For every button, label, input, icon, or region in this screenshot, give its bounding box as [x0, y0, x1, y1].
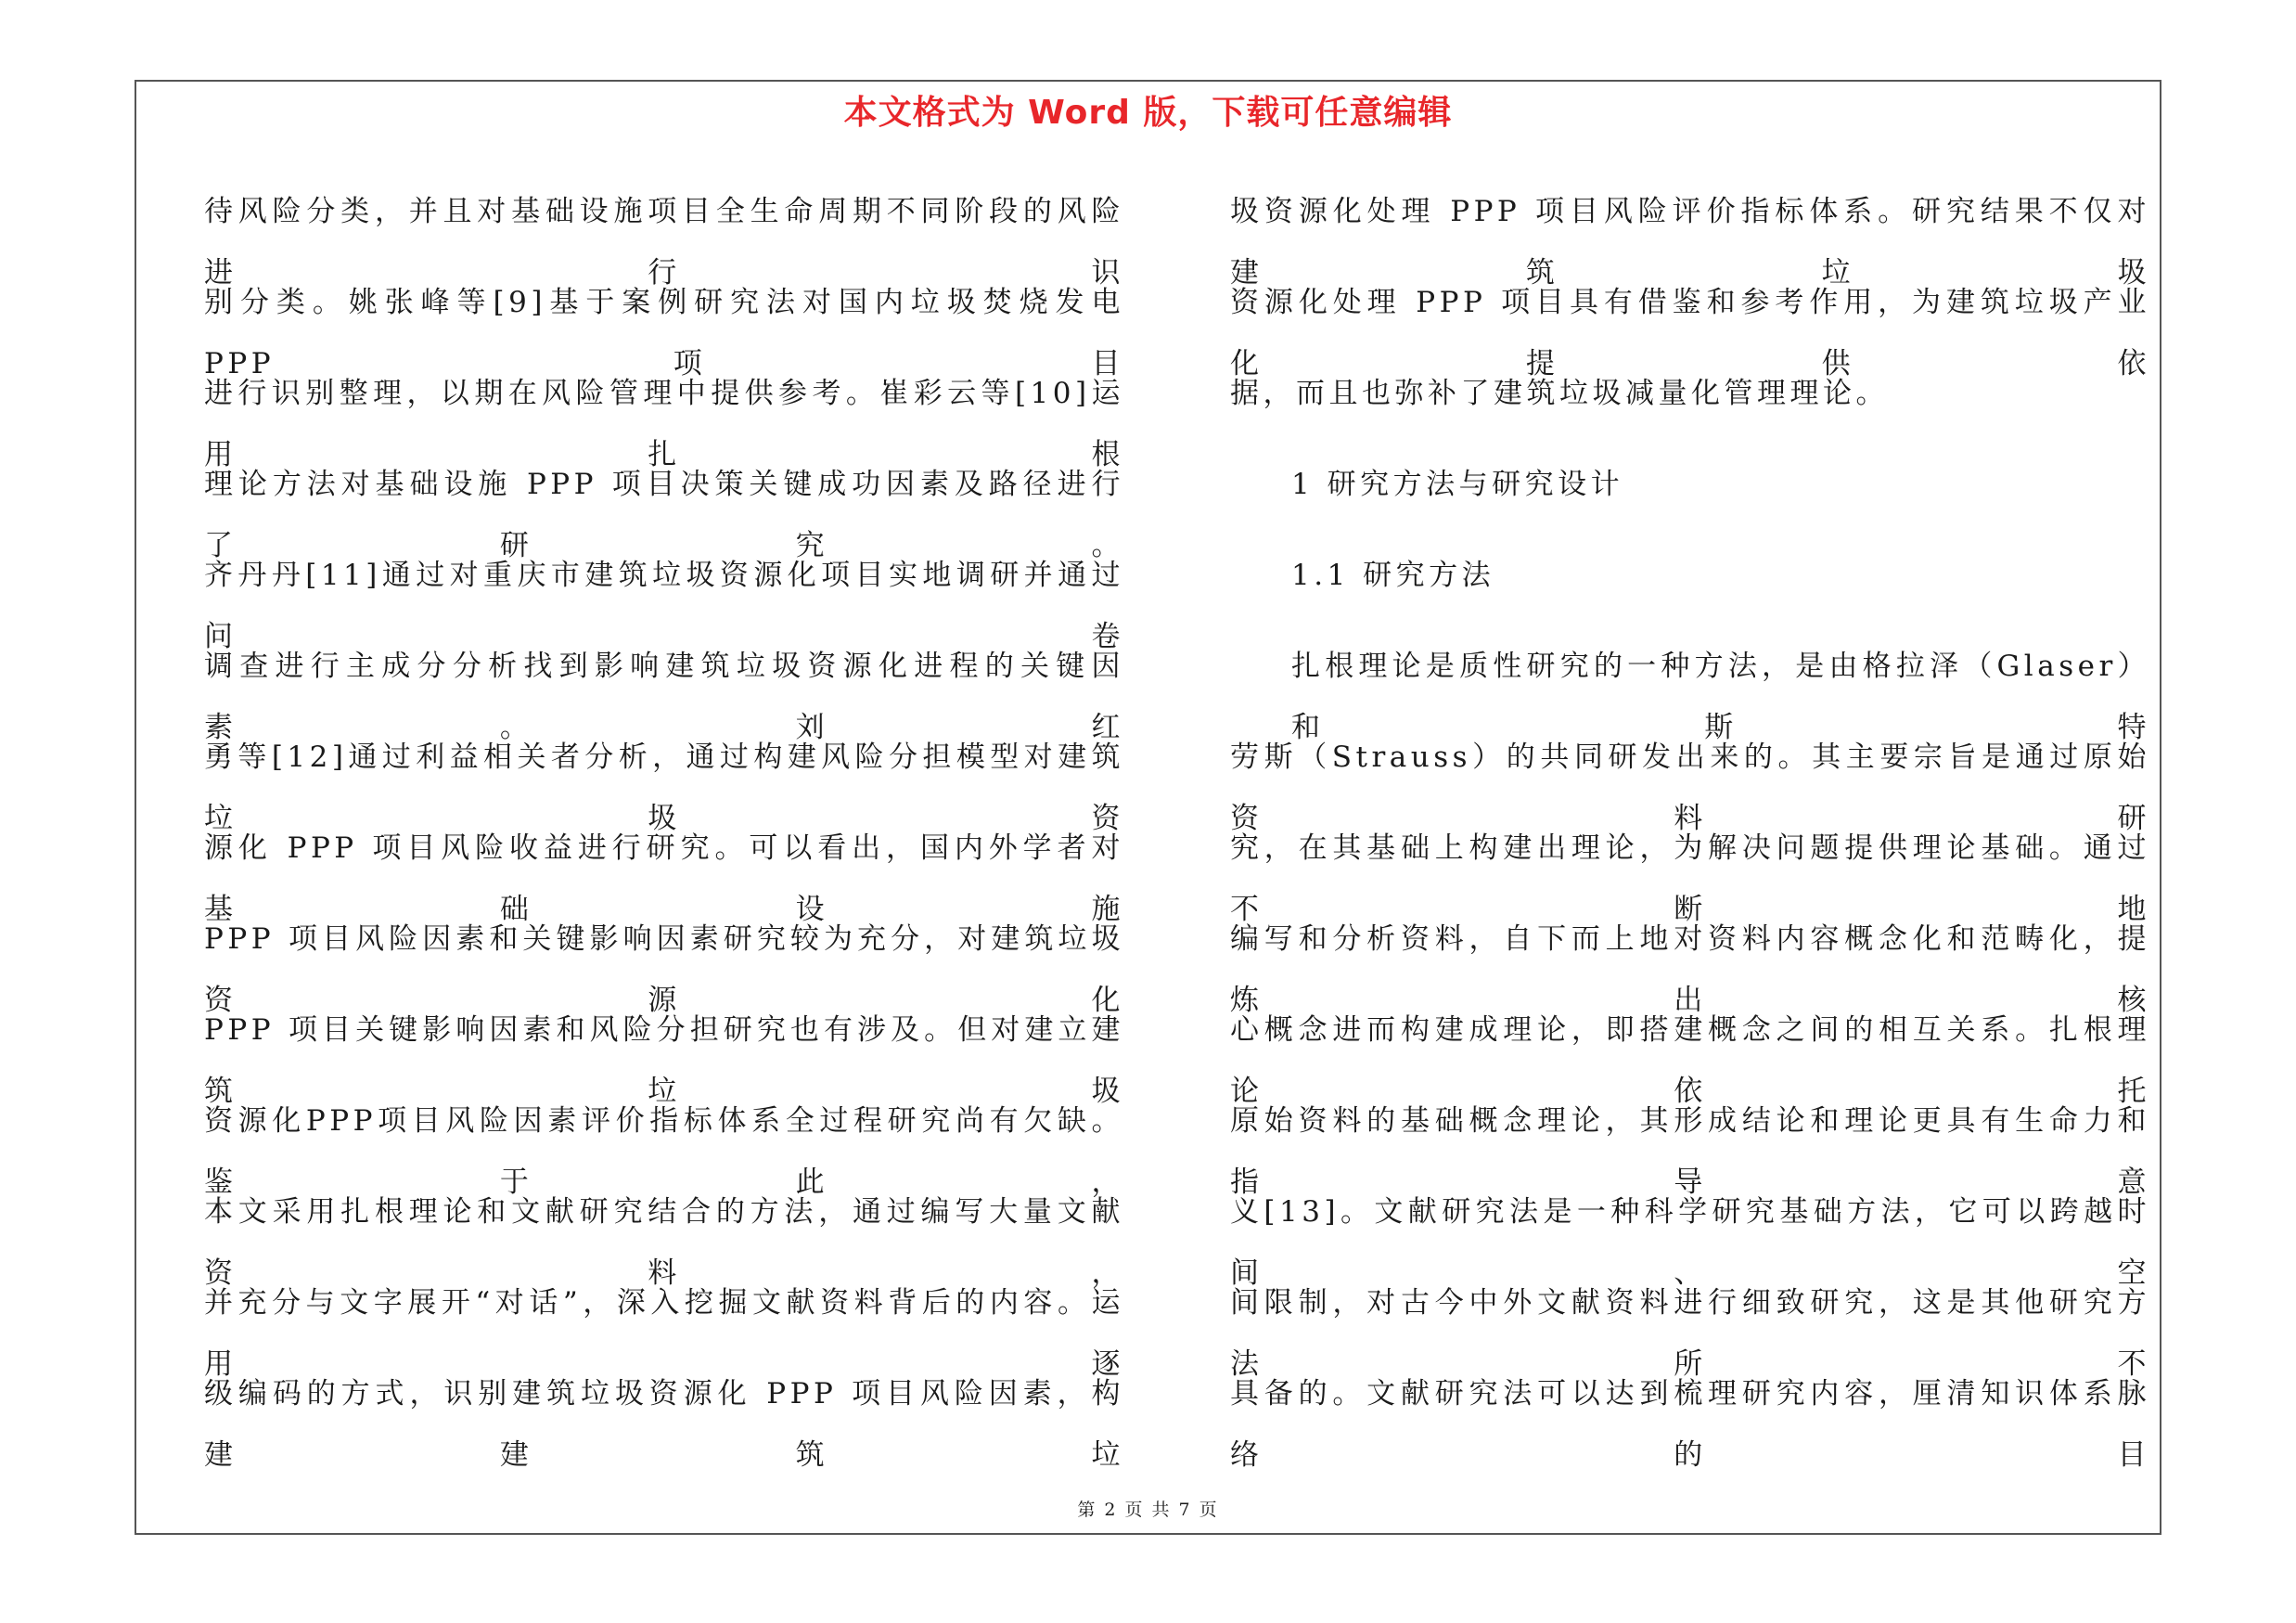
subsection-heading: 1.1 研究方法 — [1291, 559, 1495, 592]
text-line: 进行识别整理，以期在风险管理中提供参考。崔彩云等[10]运用扎根 — [204, 377, 1124, 471]
text-line: 究，在其基础上构建出理论，为解决问题提供理论基础。通过不断地 — [1230, 831, 2150, 926]
paragraph-first-line: 扎根理论是质性研究的一种方法，是由格拉泽（Glaser）和斯特 — [1291, 650, 2150, 744]
right-text-column — [1230, 181, 2150, 1472]
text-line: PPP 项目关键影响因素和风险分担研究也有涉及。但对建立建筑垃圾 — [204, 1013, 1124, 1108]
text-line: 心概念进而构建成理论，即搭建概念之间的相互关系。扎根理论依托 — [1230, 1013, 2150, 1108]
text-line: 理论方法对基础设施 PPP 项目决策关键成功因素及路径进行了研究。 — [204, 468, 1124, 562]
text-line: 具备的。文献研究法可以达到梳理研究内容，厘清知识体系脉络的目 — [1230, 1377, 2150, 1472]
text-line: 并充分与文字展开“对话”，深入挖掘文献资料背后的内容。运用逐 — [204, 1286, 1124, 1381]
text-line: 圾资源化处理 PPP 项目风险评价指标体系。研究结果不仅对建筑垃圾 — [1230, 195, 2150, 290]
text-line: 别分类。姚张峰等[9]基于案例研究法对国内垃圾焚烧发电 PPP 项目 — [204, 286, 1124, 380]
text-line: 待风险分类，并且对基础设施项目全生命周期不同阶段的风险进行识 — [204, 195, 1124, 290]
format-banner: 本文格式为 Word 版，下载可任意编辑 — [843, 94, 1453, 132]
text-line: 原始资料的基础概念理论，其形成结论和理论更具有生命力和指导意 — [1230, 1104, 2150, 1199]
page-number-footer: 第 2 页 共 7 页 — [1077, 1500, 1219, 1520]
text-line: 间限制，对古今中外文献资料进行细致研究，这是其他研究方法所不 — [1230, 1286, 2150, 1381]
text-line: 调查进行主成分分析找到影响建筑垃圾资源化进程的关键因素。刘红 — [204, 650, 1124, 744]
text-line: PPP 项目风险因素和关键影响因素研究较为充分，对建筑垃圾资源化 — [204, 922, 1124, 1017]
paragraph-end-line: 据，而且也弥补了建筑垃圾减量化管理理论。 — [1230, 377, 1889, 410]
text-line: 级编码的方式，识别建筑垃圾资源化 PPP 项目风险因素，构建建筑垃 — [204, 1377, 1124, 1472]
text-line: 勇等[12]通过利益相关者分析，通过构建风险分担模型对建筑垃圾资 — [204, 741, 1124, 835]
text-line: 义[13]。文献研究法是一种科学研究基础方法，它可以跨越时间、空 — [1230, 1195, 2150, 1290]
section-heading: 1 研究方法与研究设计 — [1291, 468, 1624, 501]
left-text-column — [204, 181, 1124, 1472]
text-line: 编写和分析资料，自下而上地对资料内容概念化和范畴化，提炼出核 — [1230, 922, 2150, 1017]
text-line: 资源化PPP项目风险因素评价指标体系全过程研究尚有欠缺。鉴于此， — [204, 1104, 1124, 1199]
text-line: 本文采用扎根理论和文献研究结合的方法，通过编写大量文献资料， — [204, 1195, 1124, 1290]
text-line: 资源化处理 PPP 项目具有借鉴和参考作用，为建筑垃圾产业化提供依 — [1230, 286, 2150, 380]
text-line: 源化 PPP 项目风险收益进行研究。可以看出，国内外学者对基础设施 — [204, 831, 1124, 926]
text-line: 齐丹丹[11]通过对重庆市建筑垃圾资源化项目实地调研并通过问卷 — [204, 559, 1124, 653]
text-line: 劳斯（Strauss）的共同研发出来的。其主要宗旨是通过原始资料研 — [1230, 741, 2150, 835]
